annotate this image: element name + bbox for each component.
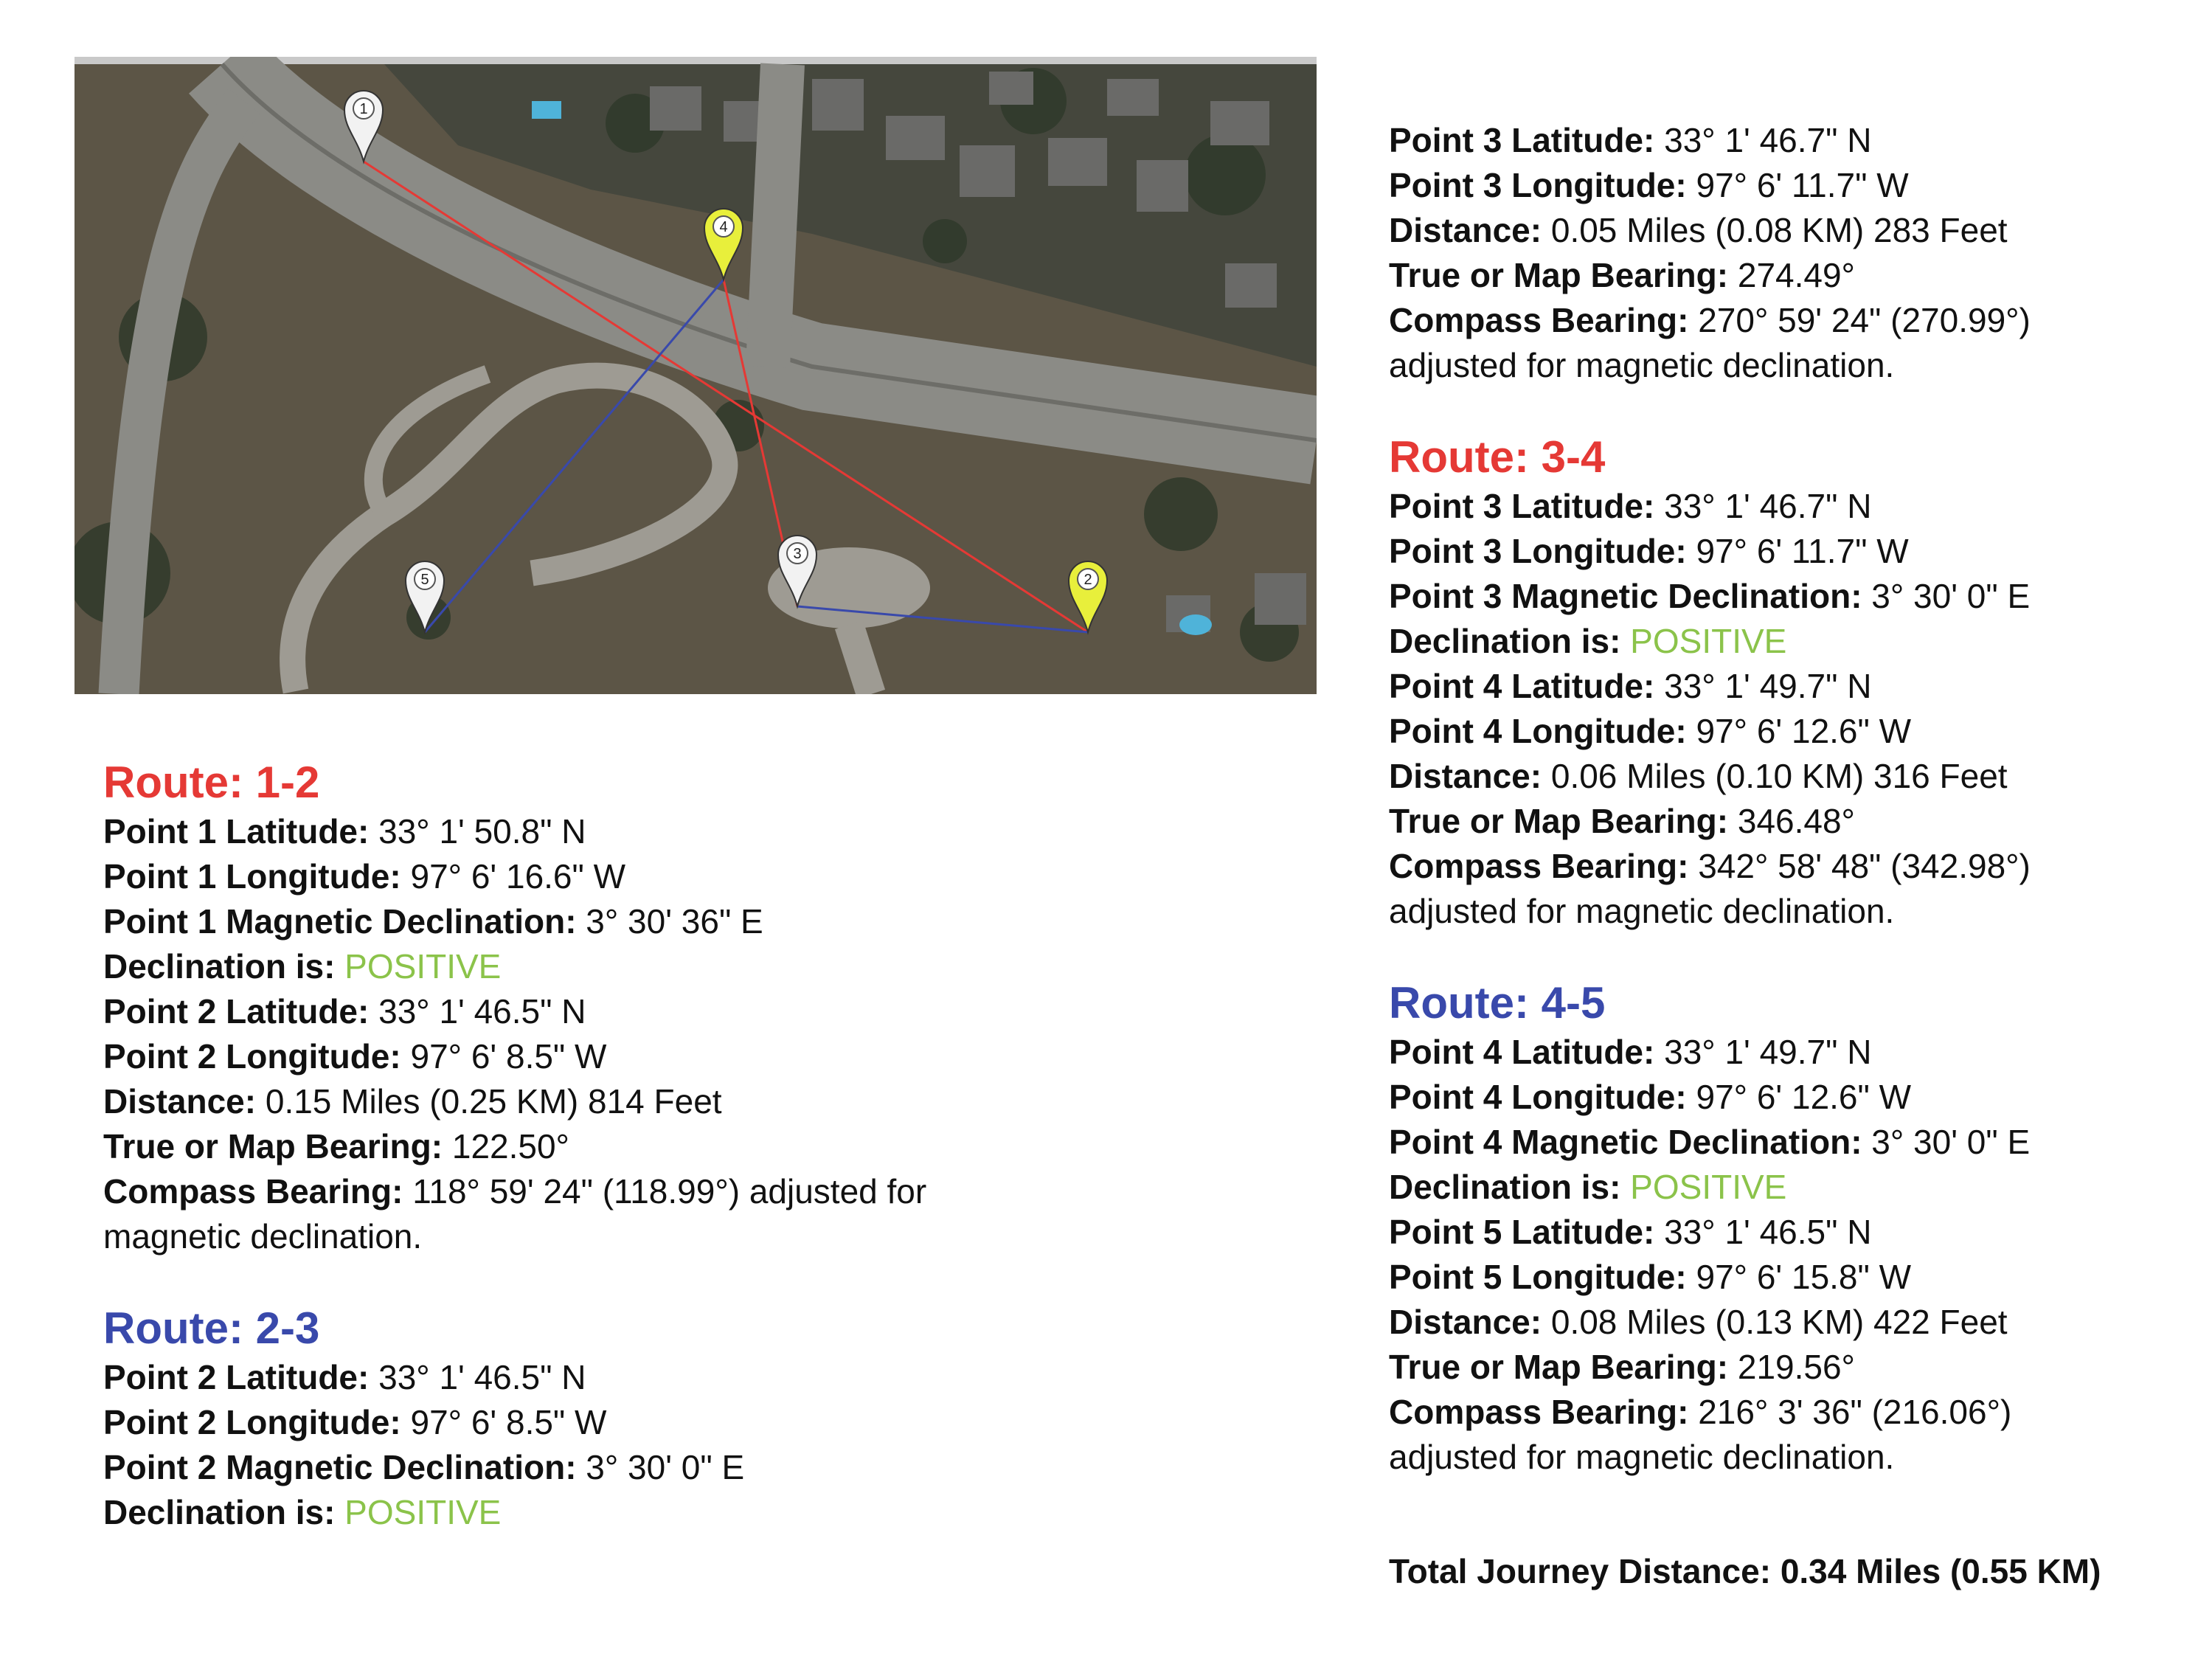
route-detail-line [1389, 1345, 2171, 1390]
marker-label: 1 [359, 101, 368, 117]
route-detail-line [103, 854, 1136, 899]
route-detail-line [1389, 754, 2171, 799]
detail-label: Point 2 Latitude: [103, 1358, 370, 1396]
detail-value: 0.05 Miles (0.08 KM) 283 Feet [1542, 211, 2008, 249]
detail-value: 97° 6' 12.6" W [1686, 712, 1912, 750]
route-block [103, 1302, 1136, 1535]
detail-value: 97° 6' 8.5" W [401, 1403, 607, 1441]
detail-value: 3° 30' 0" E [576, 1448, 745, 1486]
left-column [103, 756, 1136, 1578]
detail-value: 274.49° [1728, 256, 1855, 294]
route-detail-line [1389, 163, 2171, 208]
declination-status: POSITIVE [335, 947, 502, 986]
route-detail-line [103, 1490, 1136, 1535]
detail-value: 346.48° [1728, 802, 1855, 840]
detail-label: Declination is: [103, 1493, 336, 1531]
route-detail-line [103, 809, 1136, 854]
route-detail-line [1389, 253, 2171, 298]
detail-label: Point 5 Latitude: [1389, 1213, 1655, 1251]
detail-value: 97° 6' 11.7" W [1686, 166, 1909, 204]
route-title: Route: 2-3 [103, 1303, 320, 1353]
detail-value: 97° 6' 8.5" W [401, 1037, 607, 1076]
detail-label: Point 4 Longitude: [1389, 712, 1687, 750]
detail-label: Point 1 Latitude: [103, 812, 370, 851]
route-block [1389, 118, 2171, 388]
detail-value: 33° 1' 46.5" N [369, 992, 586, 1031]
detail-value: 33° 1' 46.5" N [1654, 1213, 1872, 1251]
detail-label: Point 1 Longitude: [103, 857, 401, 896]
detail-value: 97° 6' 15.8" W [1686, 1258, 1912, 1296]
route-title: Route: 1-2 [103, 758, 320, 807]
route-detail-line [1389, 1390, 2126, 1480]
detail-value: 0.06 Miles (0.10 KM) 316 Feet [1542, 757, 2008, 795]
detail-label: Point 4 Latitude: [1389, 1033, 1655, 1071]
detail-value: 122.50° [443, 1127, 569, 1166]
route-detail-line [1389, 664, 2171, 709]
route-detail-line [103, 1355, 1136, 1400]
route-detail-line [1389, 529, 2171, 574]
route-detail-line [103, 1445, 1136, 1490]
route-block [1389, 431, 2171, 934]
detail-label: Declination is: [103, 947, 336, 986]
detail-value: 33° 1' 49.7" N [1654, 1033, 1872, 1071]
route-detail-line [103, 899, 1136, 944]
route-detail-line [1389, 298, 2126, 388]
declination-status: POSITIVE [335, 1493, 502, 1531]
route-detail-line [1389, 118, 2171, 163]
detail-label: Point 2 Longitude: [103, 1037, 401, 1076]
detail-label: True or Map Bearing: [1389, 256, 1729, 294]
route-detail-line [103, 1079, 1136, 1124]
route-detail-line [1389, 574, 2171, 619]
detail-label: Compass Bearing: [1389, 1393, 1689, 1431]
detail-value: 33° 1' 46.7" N [1654, 487, 1872, 525]
detail-label: Point 2 Latitude: [103, 992, 370, 1031]
route-title: Route: 4-5 [1389, 978, 1606, 1028]
detail-value: 0.08 Miles (0.13 KM) 422 Feet [1542, 1303, 2008, 1341]
detail-label: True or Map Bearing: [1389, 802, 1729, 840]
route-detail-line [1389, 1165, 2171, 1210]
detail-label: Declination is: [1389, 1168, 1621, 1206]
detail-value: 33° 1' 46.7" N [1654, 121, 1872, 159]
detail-label: Point 2 Longitude: [103, 1403, 401, 1441]
route-detail-line [1389, 709, 2171, 754]
route-block [1389, 977, 2171, 1480]
declination-status: POSITIVE [1620, 622, 1787, 660]
right-column [1389, 118, 2171, 1523]
route-block [103, 756, 1136, 1259]
detail-label: Distance: [1389, 757, 1542, 795]
detail-label: Point 5 Longitude: [1389, 1258, 1687, 1296]
detail-label: Distance: [1389, 1303, 1542, 1341]
route-detail-line [1389, 844, 2126, 934]
detail-label: Compass Bearing: [1389, 301, 1689, 339]
satellite-map[interactable] [74, 57, 1317, 694]
detail-label: Compass Bearing: [103, 1172, 403, 1211]
detail-label: True or Map Bearing: [103, 1127, 443, 1166]
detail-label: Compass Bearing: [1389, 847, 1689, 885]
route-detail-line [1389, 619, 2171, 664]
marker-label: 3 [793, 546, 802, 562]
route-detail-line [1389, 1210, 2171, 1255]
detail-label: Point 3 Longitude: [1389, 166, 1687, 204]
detail-label: Point 3 Latitude: [1389, 121, 1655, 159]
marker-label: 5 [420, 572, 429, 588]
detail-label: Point 3 Magnetic Declination: [1389, 577, 1862, 615]
route-detail-line [103, 989, 1136, 1034]
route-detail-line [1389, 1120, 2171, 1165]
route-detail-line [103, 1034, 1136, 1079]
detail-value: 33° 1' 46.5" N [369, 1358, 586, 1396]
route-detail-line [1389, 1030, 2171, 1075]
detail-value: 97° 6' 16.6" W [401, 857, 626, 896]
detail-value: 33° 1' 50.8" N [369, 812, 586, 851]
detail-value: 0.15 Miles (0.25 KM) 814 Feet [256, 1082, 722, 1121]
detail-label: Point 2 Magnetic Declination: [103, 1448, 577, 1486]
route-detail-line [1389, 1075, 2171, 1120]
marker-label: 2 [1084, 572, 1092, 588]
detail-label: Point 4 Longitude: [1389, 1078, 1687, 1116]
marker-label: 4 [719, 219, 728, 235]
detail-value: 118° 59' 24" (118.99°) adjusted for magnetic declination. [103, 1172, 927, 1255]
route-title: Route: 3-4 [1389, 432, 1606, 482]
route-detail-line [103, 1400, 1136, 1445]
route-detail-line [1389, 208, 2171, 253]
route-detail-line [103, 1169, 1047, 1259]
detail-value: 3° 30' 36" E [576, 902, 763, 941]
detail-value: 342° 58' 48" (342.98°) adjusted for magnetic declination. [1389, 847, 2031, 930]
detail-label: Point 4 Magnetic Declination: [1389, 1123, 1862, 1161]
detail-label: Point 3 Latitude: [1389, 487, 1655, 525]
declination-status: POSITIVE [1620, 1168, 1787, 1206]
route-detail-line [1389, 1255, 2171, 1300]
detail-label: Point 3 Longitude: [1389, 532, 1687, 570]
route-detail-line [1389, 799, 2171, 844]
detail-label: Declination is: [1389, 622, 1621, 660]
detail-label: Point 4 Latitude: [1389, 667, 1655, 705]
detail-label: Distance: [103, 1082, 257, 1121]
route-detail-line [1389, 484, 2171, 529]
detail-value: 3° 30' 0" E [1862, 577, 2031, 615]
detail-value: 97° 6' 12.6" W [1686, 1078, 1912, 1116]
detail-label: True or Map Bearing: [1389, 1348, 1729, 1386]
route-detail-line [103, 944, 1136, 989]
detail-value: 216° 3' 36" (216.06°) adjusted for magnetic declination. [1389, 1393, 2012, 1476]
detail-label: Point 1 Magnetic Declination: [103, 902, 577, 941]
detail-value: 33° 1' 49.7" N [1654, 667, 1872, 705]
map-canvas [74, 57, 1317, 694]
detail-value: 270° 59' 24" (270.99°) adjusted for magnetic declination. [1389, 301, 2031, 384]
total-journey-distance: Total Journey Distance: 0.34 Miles (0.55 KM) [1389, 1552, 2101, 1590]
route-detail-line [1389, 1300, 2171, 1345]
detail-value: 3° 30' 0" E [1862, 1123, 2031, 1161]
route-detail-line [103, 1124, 1136, 1169]
detail-value: 97° 6' 11.7" W [1686, 532, 1909, 570]
detail-label: Distance: [1389, 211, 1542, 249]
detail-value: 219.56° [1728, 1348, 1855, 1386]
